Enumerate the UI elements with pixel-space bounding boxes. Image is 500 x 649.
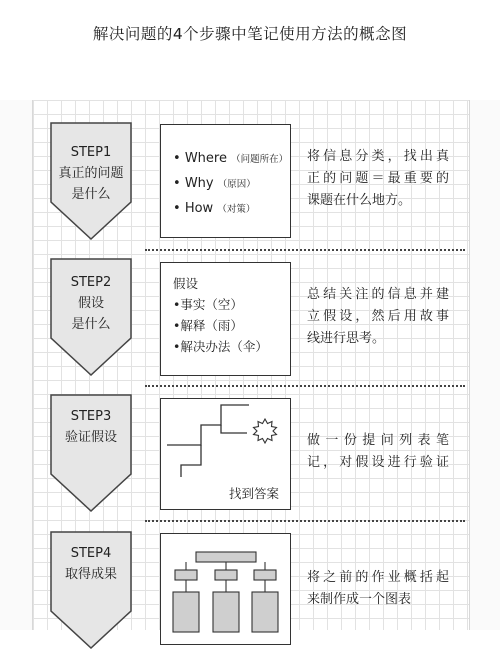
divider-1 [145, 249, 465, 251]
step2-badge [50, 258, 132, 376]
step1-line2: 是什么 [71, 187, 111, 202]
step2-box-solution: •解决办法（伞） [173, 339, 268, 354]
step1-item-where: • Where （问题所在） [173, 151, 289, 166]
step2-label: STEP2 [70, 275, 112, 290]
divider-2 [145, 385, 465, 387]
step3-box-caption: 找到答案 [229, 486, 280, 501]
step4-note-box [160, 533, 291, 645]
step4-line1: 取得成果 [64, 567, 117, 582]
step1-badge [50, 122, 132, 240]
step4-label: STEP4 [70, 546, 112, 561]
right-margin [469, 100, 500, 630]
starburst-answer-icon [254, 419, 277, 443]
step2-box-heading: 假设 [173, 276, 199, 291]
step2-note-box [160, 262, 291, 376]
step1-item-how: • How （对策） [173, 201, 256, 216]
step1-description: 将信息分类，找出真 正的问题＝最重要的 课题在什么地方。 [307, 149, 449, 208]
step1-label: STEP1 [70, 145, 112, 160]
step2-box-fact: •事实（空） [173, 297, 243, 312]
org-chart-icon [161, 534, 287, 634]
step1-item-why: • Why （原因） [173, 176, 256, 191]
step1-note-box [160, 124, 291, 238]
step2-line1: 假设 [77, 296, 104, 311]
step2-box-interpretation: •解释（雨） [173, 318, 243, 333]
step3-description: 做一份提问列表笔 记，对假设进行验证 [307, 433, 449, 470]
step3-label: STEP3 [70, 409, 112, 424]
step4-description: 将之前的作业概括起 来制作成一个图表 [307, 570, 449, 607]
page-title: 解决问题的4个步骤中笔记使用方法的概念图 [92, 25, 408, 43]
step2-description: 总结关注的信息并建 立假设，然后用故事 线进行思考。 [307, 287, 449, 346]
step1-line1: 真正的问题 [58, 166, 124, 181]
step4-badge [50, 531, 132, 649]
step3-badge [50, 394, 132, 512]
step2-line2: 是什么 [71, 317, 111, 332]
step3-note-box [160, 398, 291, 510]
left-margin [0, 100, 32, 630]
divider-3 [145, 520, 465, 522]
step3-line1: 验证假设 [64, 430, 117, 445]
tree-diagram-icon [161, 403, 287, 483]
